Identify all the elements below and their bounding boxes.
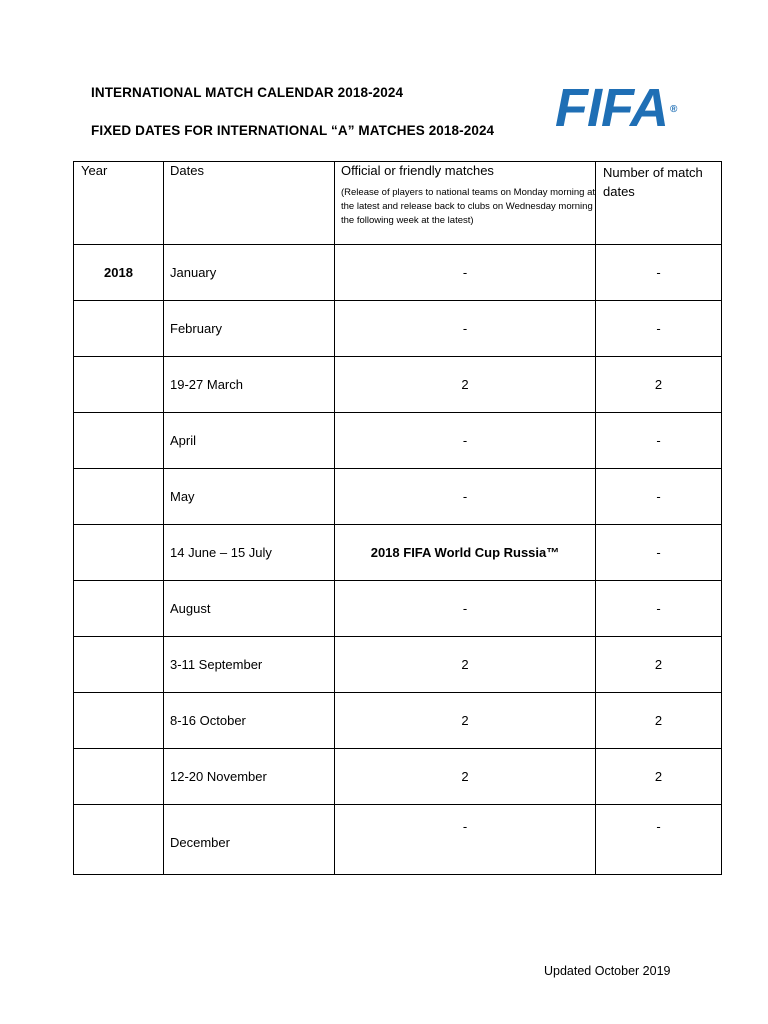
dates-cell: 14 June – 15 July bbox=[164, 525, 335, 581]
match-calendar-table bbox=[73, 161, 722, 875]
page-subtitle: FIXED DATES FOR INTERNATIONAL “A” MATCHES 2018-2024 bbox=[91, 123, 495, 138]
number-cell: - bbox=[596, 805, 722, 875]
registered-mark: ® bbox=[670, 104, 677, 115]
header-dates: Dates bbox=[164, 162, 335, 245]
dates-cell: 3-11 September bbox=[164, 637, 335, 693]
table-row bbox=[74, 805, 722, 875]
fifa-logo-text: FIFA bbox=[555, 78, 668, 138]
matches-cell: - bbox=[335, 413, 596, 469]
table-row bbox=[74, 413, 722, 469]
table-row bbox=[74, 525, 722, 581]
year-cell bbox=[74, 805, 164, 875]
matches-cell: - bbox=[335, 245, 596, 301]
year-cell: 2018 bbox=[74, 245, 164, 301]
dates-cell: February bbox=[164, 301, 335, 357]
matches-cell: 2 bbox=[335, 693, 596, 749]
dates-cell: May bbox=[164, 469, 335, 525]
number-cell: - bbox=[596, 525, 722, 581]
year-cell bbox=[74, 693, 164, 749]
header-matches-note: (Release of players to national teams on Monday morning at the latest and release back to clubs on Wednesday morning the following week at the latest) bbox=[341, 187, 595, 226]
number-cell: 2 bbox=[596, 749, 722, 805]
year-cell bbox=[74, 581, 164, 637]
table-row bbox=[74, 693, 722, 749]
matches-cell: - bbox=[335, 301, 596, 357]
year-cell bbox=[74, 413, 164, 469]
matches-cell: - bbox=[335, 469, 596, 525]
number-cell: - bbox=[596, 245, 722, 301]
table-body bbox=[74, 245, 722, 875]
number-cell: 2 bbox=[596, 693, 722, 749]
number-cell: - bbox=[596, 469, 722, 525]
number-cell: 2 bbox=[596, 357, 722, 413]
table-row bbox=[74, 581, 722, 637]
table-header-row bbox=[74, 162, 722, 245]
header-matches bbox=[335, 162, 596, 245]
matches-cell: - bbox=[335, 805, 596, 875]
dates-cell: 8-16 October bbox=[164, 693, 335, 749]
table-row bbox=[74, 749, 722, 805]
header-year: Year bbox=[74, 162, 164, 245]
table-row bbox=[74, 301, 722, 357]
matches-cell: 2 bbox=[335, 637, 596, 693]
dates-cell: August bbox=[164, 581, 335, 637]
table-row bbox=[74, 469, 722, 525]
year-cell bbox=[74, 637, 164, 693]
number-cell: - bbox=[596, 581, 722, 637]
header-matches-label: Official or friendly matches bbox=[341, 163, 494, 178]
matches-cell: 2018 FIFA World Cup Russia™ bbox=[335, 525, 596, 581]
matches-cell: 2 bbox=[335, 357, 596, 413]
number-cell: 2 bbox=[596, 637, 722, 693]
updated-note: Updated October 2019 bbox=[544, 964, 671, 978]
dates-cell: January bbox=[164, 245, 335, 301]
table-row bbox=[74, 357, 722, 413]
year-cell bbox=[74, 301, 164, 357]
year-cell bbox=[74, 357, 164, 413]
page-title: INTERNATIONAL MATCH CALENDAR 2018-2024 bbox=[91, 85, 404, 100]
matches-cell: - bbox=[335, 581, 596, 637]
dates-cell: April bbox=[164, 413, 335, 469]
year-cell bbox=[74, 749, 164, 805]
fifa-logo bbox=[555, 78, 677, 138]
header-number: Number of match dates bbox=[596, 162, 722, 245]
table-row bbox=[74, 637, 722, 693]
year-cell bbox=[74, 525, 164, 581]
table-row bbox=[74, 245, 722, 301]
dates-cell: December bbox=[164, 805, 335, 875]
matches-cell: 2 bbox=[335, 749, 596, 805]
dates-cell: 12-20 November bbox=[164, 749, 335, 805]
number-cell: - bbox=[596, 301, 722, 357]
dates-cell: 19-27 March bbox=[164, 357, 335, 413]
year-cell bbox=[74, 469, 164, 525]
number-cell: - bbox=[596, 413, 722, 469]
